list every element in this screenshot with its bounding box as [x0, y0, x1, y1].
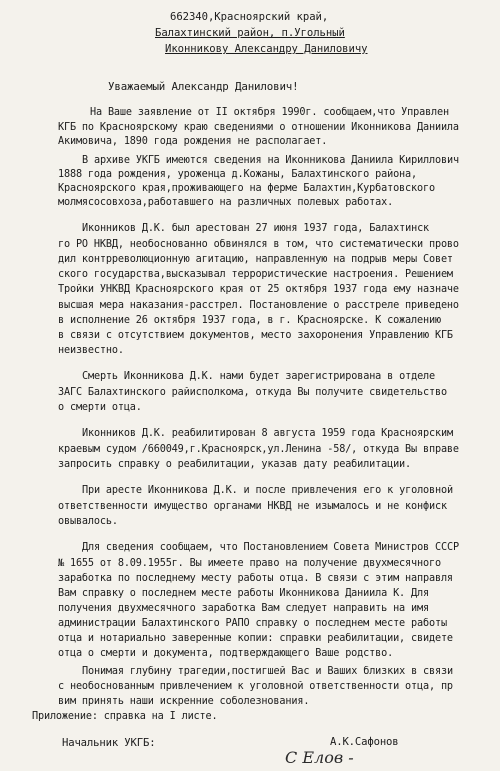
- body-line: В архиве УКГБ имеются сведения на Иконникова Даниила Кириллович: [82, 155, 459, 166]
- body-line: Иконников Д.К. реабилитирован 8 августа 1959 года Красноярским: [82, 428, 453, 439]
- address-line-2: Балахтинский район, п.Угольный: [155, 27, 345, 39]
- body-line: в связи с отсутствием документов, место захоронения Управлению КГБ: [58, 330, 453, 341]
- body-line: администрации Балахтинского РАПО справку о последнем месте работы: [58, 618, 447, 629]
- body-line: о смерти отца.: [58, 402, 142, 413]
- signoff-name: А.К.Сафонов: [330, 736, 399, 748]
- body-line: неизвестно.: [58, 345, 124, 356]
- body-line: ответственности имущество органами НКВД не изымалось и не конфиск: [58, 501, 447, 512]
- body-line: высшая мера наказания-расстрел. Постановление о расстреле приведено: [58, 300, 459, 311]
- body-line: с необоснованным привлечением к уголовной ответственности отца, пр: [58, 681, 453, 692]
- body-line: отца и нотариально заверенные копии: справки реабилитации, свидете: [58, 633, 453, 644]
- body-line: 1888 года рождения, уроженца д.Кожаны, Балахтинского района,: [58, 169, 418, 180]
- body-line: дил контрреволюционную агитацию, направленную на подрыв меры Совет: [58, 254, 453, 265]
- address-line-3: Иконникову Александру Даниловичу: [165, 43, 368, 55]
- salutation: Уважаемый Александр Данилович!: [108, 81, 299, 93]
- body-line: заработка по последнему месту работы отца. В связи с этим направля: [58, 573, 453, 584]
- body-line: Красноярского края,проживающего на ферме Балахтин,Курбатовского: [58, 183, 435, 194]
- body-line: запросить справку о реабилитации, указав дату реабилитации.: [58, 459, 412, 470]
- body-line: № 1655 от 8.09.1955г. Вы имеете право на получение двухмесячного: [58, 558, 441, 569]
- body-line: ЗАГС Балахтинского райисполкома, откуда Вы получите свидетельство: [58, 387, 447, 398]
- body-line: На Ваше заявление от II октября 1990г. сообщаем,что Управлен: [90, 107, 450, 118]
- body-line: молмясосовхоза,работавшего на различных полевых работах.: [58, 197, 394, 208]
- body-line: овывалось.: [58, 516, 118, 527]
- body-line: получения двухмесячного заработка Вам следует направить на имя: [58, 603, 429, 614]
- body-line: Акимовича, 1890 года рождения не располагает.: [58, 136, 328, 147]
- body-line: ского государства,высказывал террористические настроения. Решением: [58, 269, 453, 280]
- body-line: в исполнение 26 октября 1937 года, в г. Красноярске. К сожалению: [58, 315, 441, 326]
- body-line: Иконников Д.К. был арестован 27 июня 1937 года, Балахтинск: [82, 223, 430, 234]
- attachment-note: Приложение: справка на I листе.: [32, 711, 218, 722]
- handwritten-signature: С Елов -: [285, 748, 354, 767]
- body-line: Смерть Иконникова Д.К. нами будет зарегистрирована в отделе: [82, 371, 436, 382]
- body-line: го РО НКВД, необоснованно обвинялся в том, что систематически прово: [58, 239, 459, 250]
- body-line: Тройки УНКВД Красноярского края от 25 октября 1937 года ему назначе: [58, 284, 459, 295]
- body-line: КГБ по Красноярскому краю сведениями о отношении Иконникова Даниила: [58, 122, 459, 133]
- address-line-1: 662340,Красноярский край,: [170, 11, 329, 23]
- body-line: вим принять наши искренние соболезнования.: [58, 696, 310, 707]
- signoff-title: Начальник УКГБ:: [62, 737, 156, 749]
- body-line: Вам справку о последнем месте работы Иконникова Даниила К. Для: [58, 588, 429, 599]
- body-line: Для сведения сообщаем, что Постановлением Совета Министров СССР: [82, 542, 459, 553]
- body-line: отца о смерти и документа, подтверждающего Ваше родство.: [58, 648, 394, 659]
- body-line: Понимая глубину трагедии,постигшей Вас и Ваших близких в связи: [82, 666, 453, 677]
- body-line: При аресте Иконникова Д.К. и после привлечения его к уголовной: [82, 485, 453, 496]
- body-line: краевым судом /660049,г.Красноярск,ул.Ленина -58/, откуда Вы вправе: [58, 444, 459, 455]
